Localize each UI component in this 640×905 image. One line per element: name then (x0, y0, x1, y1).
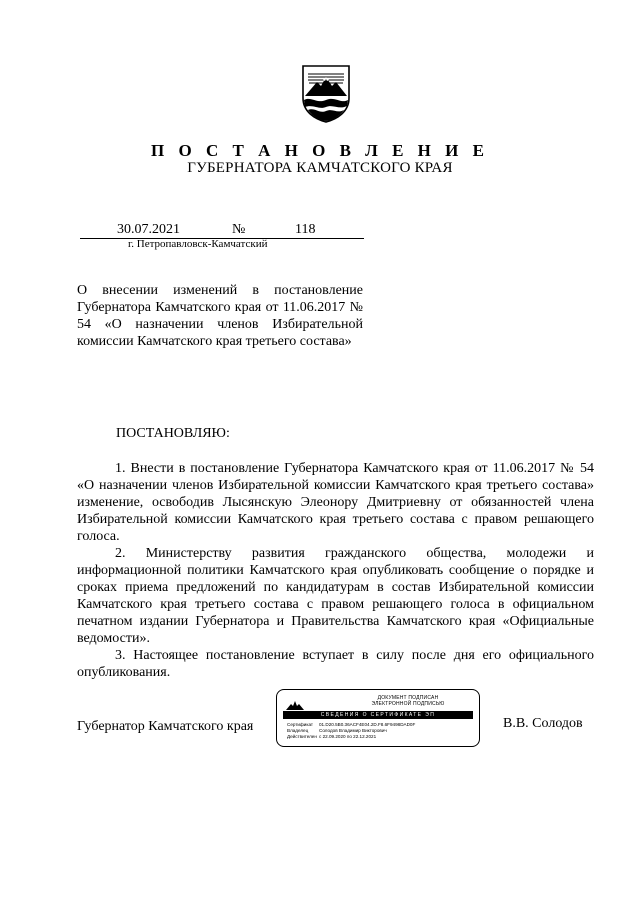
stamp-cert-bar: СВЕДЕНИЯ О СЕРТИФИКАТЕ ЭП (283, 711, 473, 719)
document-date: 30.07.2021 (117, 222, 180, 237)
signer-position: Губернатор Камчатского края (77, 719, 254, 734)
stamp-row-validity (287, 734, 376, 740)
stamp-heading-line1: ДОКУМЕНТ ПОДПИСАН (377, 695, 439, 701)
number-sign: № (232, 222, 246, 237)
stamp-cert-label: Сертификат (287, 722, 314, 727)
stamp-valid-label: Действителен (287, 734, 317, 739)
electronic-signature-stamp (276, 689, 480, 747)
document-body (77, 460, 594, 681)
document-number: 118 (295, 222, 316, 237)
stamp-owner-label: Владелец (287, 728, 309, 733)
paragraph-1: 1. Внести в постановление Губернатора Камчатского края от 11.06.2017 № 54 «О назначении членов Избирательной комиссии Камчатского края третьего состава» изменение, освободив Лысянскую Элеонору Дмитриевну от обязанностей члена Избирательной комиссии Камчатского края третьего состава с правом решающего голоса. (77, 461, 594, 544)
stamp-valid-value: с 22.09.2020 по 22.12.2021 (319, 734, 377, 739)
stamp-owner-value: Солодов Владимир Викторович (319, 728, 387, 733)
kamchatka-coat-of-arms-icon (299, 62, 353, 124)
issuer-subtitle: ГУБЕРНАТОРА КАМЧАТСКОГО КРАЯ (187, 160, 453, 176)
decree-word: ПОСТАНОВЛЯЮ: (116, 426, 230, 441)
stamp-heading-line2: ЭЛЕКТРОННОЙ ПОДПИСЬЮ (371, 701, 445, 707)
paragraph-2: 2. Министерству развития гражданского общества, молодежи и информационной политики Камчатского края опубликовать сообщение о порядке и сроках приема предложений по кандидатурам в состав Избирательной комиссии Камчатского края третьего состава с правом решающего голоса в официальном печатном издании Губернатора и Правительства Камчатского края «Официальные ведомости». (77, 546, 594, 646)
document-subject: О внесении изменений в постановление Губернатора Камчатского края от 11.06.2017 № 54 «О назначении членов Избирательной комиссии Камчатского края третьего состава» (77, 283, 363, 349)
signer-name: В.В. Солодов (503, 716, 583, 731)
stamp-cert-value: 01.D20.5B0.36ACF4E04.2D.F8.6F9498DAD0F (319, 722, 416, 727)
paragraph-3: 3. Настоящее постановление вступает в силу после дня его официального опубликования. (77, 648, 594, 680)
date-number-line (80, 222, 364, 239)
document-type-title: П О С Т А Н О В Л Е Н И Е (151, 141, 489, 160)
issue-city: г. Петропавловск-Камчатский (128, 238, 268, 250)
stamp-heading (347, 695, 469, 707)
